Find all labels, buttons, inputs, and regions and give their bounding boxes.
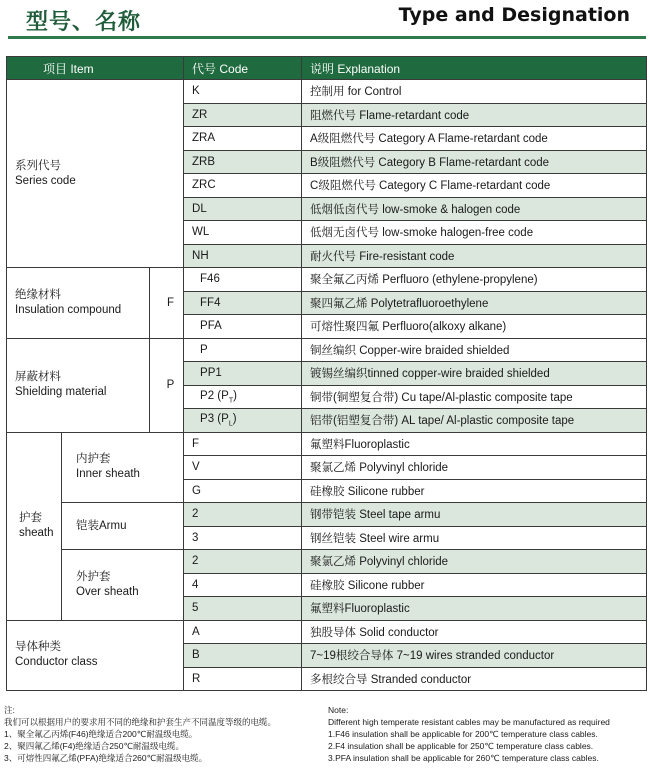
expl-cell: 铝带(铝塑复合带) AL tape/ Al-plastic composite tape <box>302 409 647 433</box>
code-cell: PP1 <box>184 362 302 386</box>
code-sub: T <box>228 396 234 404</box>
expl-cell: 镀锡丝编织tinned copper-wire braided shielded <box>302 362 647 386</box>
table-row <box>7 503 647 527</box>
expl-cell: 铜丝编织 Copper-wire braided shielded <box>302 338 647 362</box>
table-row <box>7 432 647 456</box>
col-code: 代号 Code <box>184 57 302 80</box>
expl-cell: 耐火代号 Fire-resistant code <box>302 244 647 268</box>
expl-cell: 低烟低卤代号 low-smoke & halogen code <box>302 197 647 221</box>
note-line: 2、聚四氟乙烯(F4)绝缘适合250℃耐温级电缆。 <box>4 741 185 751</box>
table-row <box>7 550 647 574</box>
code-cell: WL <box>184 221 302 245</box>
code-cell: 3 <box>184 526 302 550</box>
expl-cell: 独股导体 Solid conductor <box>302 620 647 644</box>
outer-sheath-label <box>62 550 184 621</box>
code-cell: ZRC <box>184 174 302 198</box>
code-cell: A <box>184 620 302 644</box>
note-line: 3.PFA insulation shall be applicable for 260℃ temperature class cables. <box>328 753 599 763</box>
expl-cell: 7~19根绞合导体 7~19 wires stranded conductor <box>302 644 647 668</box>
expl-cell: 聚四氟乙烯 Polytetrafluoroethylene <box>302 291 647 315</box>
insulation-label-en: Insulation compound <box>15 303 122 316</box>
shielding-label-cn: 屏蔽材料 <box>15 371 61 383</box>
code-cell: V <box>184 456 302 480</box>
expl-cell: A级阻燃代号 Category A Flame-retardant code <box>302 127 647 151</box>
inner-sheath-label <box>62 432 184 503</box>
expl-cell: 氟塑料Fluoroplastic <box>302 432 647 456</box>
series-label-en: Series code <box>15 174 76 187</box>
sheath-label-cn: 护套 <box>19 512 42 524</box>
expl-cell: 氟塑料Fluoroplastic <box>302 597 647 621</box>
note-line: Different high temperate resistant cables may be manufactured as required <box>328 717 610 727</box>
sheath-label <box>7 432 62 620</box>
code-cell: P3 $(P_L)$ <box>184 409 302 433</box>
code-cell: ZR <box>184 103 302 127</box>
title-en: Type and Designation <box>398 4 630 26</box>
conductor-label-cn: 导体种类 <box>15 641 61 654</box>
table-row <box>7 620 647 644</box>
expl-cell: 多根绞合导 Stranded conductor <box>302 667 647 691</box>
shielding-label <box>7 338 150 432</box>
expl-cell: 钢丝铠装 Steel wire armu <box>302 526 647 550</box>
conductor-label <box>7 620 184 691</box>
inner-label-cn: 内护套 <box>76 453 111 466</box>
expl-cell: 铜带(铜塑复合带) Cu tape/Al-plastic composite tape <box>302 385 647 409</box>
insulation-label <box>7 268 150 339</box>
expl-cell: 聚氯乙烯 Polyvinyl chloride <box>302 550 647 574</box>
title-cn: 型号、名称 <box>26 10 142 35</box>
shielding-group-code: P <box>150 338 184 432</box>
code-cell: ZRB <box>184 150 302 174</box>
notes-en-title: Note: <box>328 705 349 715</box>
expl-cell: 控制用 for Control <box>302 80 647 104</box>
notes-en <box>328 704 648 764</box>
code-cell: 4 <box>184 573 302 597</box>
code-cell: 2 <box>184 550 302 574</box>
armour-label: 铠装Armu <box>62 503 184 550</box>
col-item: 项目 Item <box>7 57 184 80</box>
table-row <box>7 80 647 104</box>
notes-cn <box>4 704 324 764</box>
outer-label-cn: 外护套 <box>76 570 111 583</box>
code-text: P2 <box>200 389 215 402</box>
expl-cell: 低烟无卤代号 low-smoke halogen-free code <box>302 221 647 245</box>
note-line: 1.F46 insulation shall be applicable for 200℃ temperature class cables. <box>328 729 598 739</box>
code-cell: 2 <box>184 503 302 527</box>
expl-cell: B级阻燃代号 Category B Flame-retardant code <box>302 150 647 174</box>
series-label <box>7 80 184 268</box>
code-sub: L <box>228 420 233 428</box>
notes-cn-title: 注: <box>4 705 15 715</box>
note-line: 2.F4 insulation shall be applicable for 250℃ temperature class cables. <box>328 741 594 751</box>
expl-cell: 可熔性聚四氟 Perfluoro(alkoxy alkane) <box>302 315 647 339</box>
header-rule <box>8 36 646 39</box>
code-cell: P2 $(P_T)$ <box>184 385 302 409</box>
code-cell: F46 <box>184 268 302 292</box>
insulation-group-code: F <box>150 268 184 339</box>
note-line: 1、聚全氟乙丙烯(F46)绝缘适合200℃耐温级电缆。 <box>4 729 198 739</box>
code-cell: ZRA <box>184 127 302 151</box>
code-cell: 5 <box>184 597 302 621</box>
code-cell: P <box>184 338 302 362</box>
outer-label-en: Over sheath <box>76 585 139 598</box>
expl-cell: 硅橡胶 Silicone rubber <box>302 573 647 597</box>
inner-label-en: Inner sheath <box>76 468 140 481</box>
expl-cell: 阻燃代号 Flame-retardant code <box>302 103 647 127</box>
expl-cell: 聚全氟乙丙烯 Perfluoro (ethylene-propylene) <box>302 268 647 292</box>
code-text: P3 <box>200 413 215 426</box>
code-cell: G <box>184 479 302 503</box>
code-cell: R <box>184 667 302 691</box>
expl-cell: 聚氯乙烯 Polyvinyl chloride <box>302 456 647 480</box>
table-header-row <box>7 57 647 80</box>
shielding-label-en: Shielding material <box>15 386 107 398</box>
expl-cell: C级阻燃代号 Category C Flame-retardant code <box>302 174 647 198</box>
expl-cell: 钢带铠装 Steel tape armu <box>302 503 647 527</box>
table-row <box>7 338 647 362</box>
code-cell: DL <box>184 197 302 221</box>
code-cell: K <box>184 80 302 104</box>
code-cell: F <box>184 432 302 456</box>
table-row <box>7 268 647 292</box>
conductor-label-en: Conductor class <box>15 656 98 669</box>
expl-cell: 硅橡胶 Silicone rubber <box>302 479 647 503</box>
series-label-cn: 系列代号 <box>15 159 61 172</box>
code-cell: FF4 <box>184 291 302 315</box>
page-header <box>0 0 650 40</box>
code-cell: PFA <box>184 315 302 339</box>
code-cell: B <box>184 644 302 668</box>
col-expl: 说明 Explanation <box>302 57 647 80</box>
code-cell: NH <box>184 244 302 268</box>
note-line: 3、可熔性四氟乙烯(PFA)绝缘适合260℃耐温级电缆。 <box>4 753 208 763</box>
designation-table <box>6 56 647 691</box>
insulation-label-cn: 绝缘材料 <box>15 288 61 301</box>
sheath-label-en: sheath <box>19 527 54 539</box>
note-line: 我们可以根据用户的要求用不同的绝缘和护套生产不同温度等级的电缆。 <box>4 717 277 727</box>
